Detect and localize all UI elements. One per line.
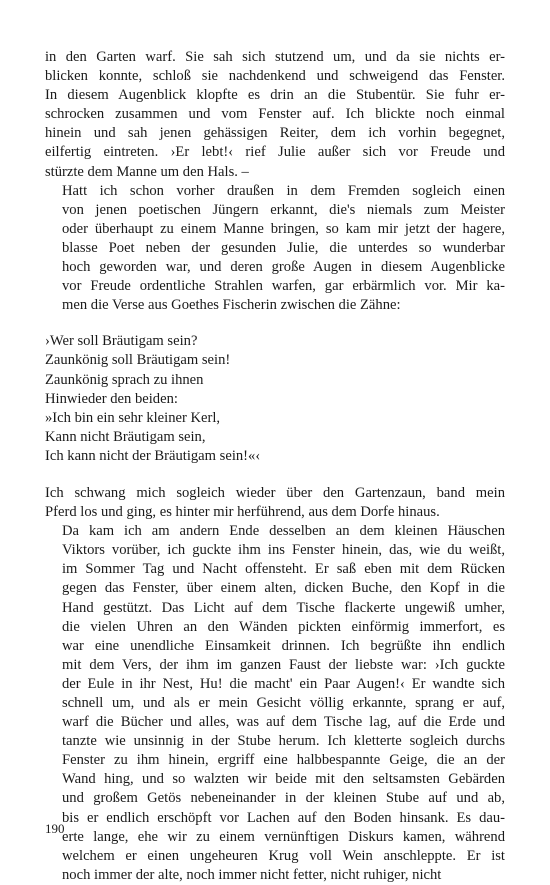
text-line: warf die Bücher und alles, was auf dem Tische lag, auf die Erde und xyxy=(62,714,505,731)
text-line: Zaunkönig soll Bräutigam sein! xyxy=(45,352,231,369)
text-line: blicken konnte, schloß sie nachdenkend und schweigend das Fenster. xyxy=(45,68,505,85)
text-line: in den Garten warf. Sie sah sich stutzend um, und da sie nichts er- xyxy=(45,49,505,65)
paragraph-1 xyxy=(45,48,505,182)
page-number: 190 xyxy=(45,821,65,836)
text-line: und großem Getös nebeneinander in der kleinen Stube auf und ab, xyxy=(62,790,505,807)
text-line: die vielen Uhren an den Wänden pickten einförmig immerfort, es xyxy=(62,618,505,635)
paragraph-4 xyxy=(45,522,505,885)
text-line: In diesem Augenblick klopfte es drin an die Stubentür. Sie fuhr er- xyxy=(45,87,505,104)
text-line: gegen das Fenster, über einem alten, dicken Buche, den Kopf in die xyxy=(62,580,505,597)
text-line: Kann nicht Bräutigam sein, xyxy=(45,428,206,445)
paragraph-3 xyxy=(45,484,505,522)
text-line: eilfertig eintreten. ›Er lebt!‹ rief Julie außer sich vor Freude und xyxy=(45,144,505,161)
text-line: men die Verse aus Goethes Fischerin zwischen die Zähne: xyxy=(62,297,401,314)
verse-block xyxy=(45,332,505,466)
text-line: vor Freude ordentliche Strahlen warfen, gar erbärmlich vor. Mir ka- xyxy=(62,278,505,295)
text-line: erte lange, ehe wir zu einem vernünftigen Diskurs kamen, während xyxy=(62,828,505,845)
text-line: Viktors vorüber, ich guckte ihm ins Fenster hinein, das, wie du weißt, xyxy=(62,542,505,559)
text-line: Wand hing, und so walzten wir beide mit den seltsamsten Gebärden xyxy=(62,771,505,788)
text-line: Zaunkönig sprach zu ihnen xyxy=(45,371,204,388)
text-line: der Eule in ihr Nest, Hu! die macht' ein Paar Augen!‹ Er wandte sich xyxy=(62,675,505,692)
text-line: Pferd los und ging, es hinter mir herführend, aus dem Dorfe hinaus. xyxy=(45,504,440,521)
text-line: Fenster zu ihm hinein, ergriff eine halbbespannte Geige, die an der xyxy=(62,752,505,769)
text-line: schnell um, und als er mein Gesicht völlig erkannte, sprang er auf, xyxy=(62,695,505,711)
text-line: war eine unendliche Einsamkeit drinnen. Ich begrüßte ihn endlich xyxy=(62,637,505,654)
text-line: im Sommer Tag und Nacht offensteht. Er saß eben mit dem Rücken xyxy=(62,561,505,578)
text-line: hoch geworden war, und deren große Augen in diesem Augenblicke xyxy=(62,259,505,276)
paragraph-2 xyxy=(45,182,505,316)
text-line: Hinwieder den beiden: xyxy=(45,390,178,407)
text-line: blasse Poet neben der gesunden Julie, die unterdes so wunderbar xyxy=(62,239,505,256)
text-line: Hatt ich schon vorher draußen in dem Fremden sogleich einen xyxy=(62,182,505,199)
text-line: ›Wer soll Bräutigam sein? xyxy=(45,333,198,350)
text-line: Da kam ich am andern Ende desselben an dem kleinen Häuschen xyxy=(62,523,505,540)
text-line: hinein und sah jenen gehässigen Reiter, dem ich vorhin begegnet, xyxy=(45,125,505,142)
text-line: von jenen poetischen Jüngern erkannt, die's niemals zum Meister xyxy=(62,201,505,218)
text-line: tanzte wie unsinnig in der Stube herum. Ich kletterte sogleich durchs xyxy=(62,733,505,750)
text-line: Ich kann nicht der Bräutigam sein!«‹ xyxy=(45,447,261,464)
text-line: »Ich bin ein sehr kleiner Kerl, xyxy=(45,409,221,426)
page-body xyxy=(45,48,505,885)
text-line: mit dem Vers, der ihm im ganzen Faust der liebste war: ›Ich guckte xyxy=(62,656,505,673)
text-line: stürzte dem Manne um den Hals. – xyxy=(45,163,249,180)
text-line: oder überhaupt zu einem Manne bringen, so kam mir jetzt der hagere, xyxy=(62,220,505,237)
text-line: Hand gestützt. Das Licht auf dem Tische flackerte ungewiß umher, xyxy=(62,599,505,616)
text-line: bis er endlich erschöpft vor Lachen auf den Boden hinsank. Es dau- xyxy=(62,809,505,826)
text-line: noch immer der alte, noch immer nicht fetter, nicht ruhiger, nicht xyxy=(62,866,442,883)
text-line: Ich schwang mich sogleich wieder über den Gartenzaun, band mein xyxy=(45,484,505,501)
text-line: welchem er einen ungeheuren Krug voll Wein anschleppte. Er ist xyxy=(62,847,505,864)
text-line: schrocken zusammen und vom Fenster auf. Ich blickte noch einmal xyxy=(45,106,505,123)
